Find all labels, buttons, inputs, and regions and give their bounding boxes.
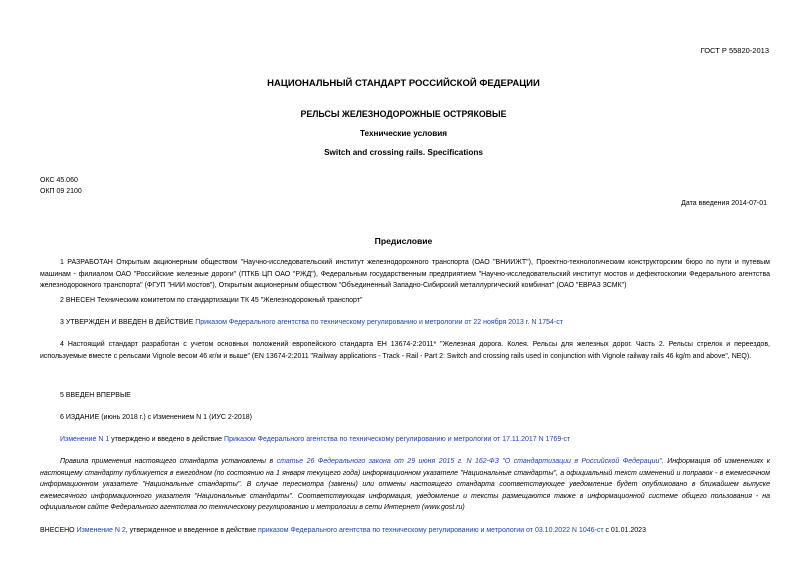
national-standard-heading: НАЦИОНАЛЬНЫЙ СТАНДАРТ РОССИЙСКОЙ ФЕДЕРАЦИИ [267, 78, 540, 89]
rules-text-b: . Информация об изменениях к настоящему стандарту публикуется в ежегодном (по состоянию на 1 января текущего года) информационном указателе "Национальные стандарты", а официальный текст изменений и поправок - в ежемесячном информационном указателе "Национальные стандарты". В случае пересмотра (замены) или отмены настоящего стандарта соответствующее уведомление будет опубликовано в ближайшем выпуске ежемесячного информационного указателя "Национальные стандарты". Соответствующая информация, уведомление и тексты размещаются также в информационной системе общего пользования - на официальном сайте Федерального агентства по техническому регулированию и метрологии в сети Интернет (www.gost.ru) [40, 458, 771, 512]
document-subtitle: Технические условия [359, 129, 448, 138]
amendment-1-text: утверждено и введено в действие [109, 436, 225, 443]
amendment-2-text-b: , утвержденное и введенное в действие [125, 527, 259, 534]
preface-heading: Предисловие [374, 236, 433, 246]
preface-paragraph-2: 2 ВНЕСЕН Техническим комитетом по стандартизации ТК 45 "Железнодорожный транспорт" [60, 297, 363, 304]
p3-text: 3 УТВЕРЖДЕН И ВВЕДЕН В ДЕЙСТВИЕ [60, 319, 196, 326]
order-1754-link[interactable]: Приказом Федерального агентства по техническому регулированию и метрологии от 22 ноября 2013 г. N 1754-ст [195, 319, 563, 326]
amendment-2-text-a: ВНЕСЕНО [40, 527, 77, 534]
preface-paragraph-4: 4 Настоящий стандарт разработан с учетом основных положений европейского стандарта ЕН 13674-2:2011* "Железная дорога. Колея. Рельсы для железных дорог. Часть 2. Рельсы стрелок и переездов, используемые вместе с рельсами Vignole весом 46 кг/м и выше" (EN 13674-2:2011 "Railway applications - Track - Rail - Part 2: Switch and crossing rails used in conjunction with Vignole railway rails 46 kg/m and above", NEQ). [40, 341, 770, 360]
order-1046-link[interactable]: приказом Федерального агентства по техническому регулированию и метрологии от 03.10.2022 N 1046-ст [258, 527, 604, 534]
amendment-2-note [40, 525, 770, 537]
amendment-1-link[interactable]: Изменение N 1 [60, 436, 110, 443]
preface-paragraph-1: 1 РАЗРАБОТАН Открытым акционерным обществом "Научно-исследовательский институт железнодорожного транспорта (ОАО "ВНИИЖТ"), Проектно-технологическим конструкторским бюро по пути и путевым машинам - филиалом ОАО "Российские железные дороги" (ПТКБ ЦП ОАО "РЖД"), Федеральным государственным предприятием "Научно-исследовательский институт мостов и дефектоскопии Федерального агентства железнодорожного транспорта" (ФГУП "НИИ мостов"), Открытым акционерным обществом "Объединенный Западно-Сибирский металлургический комбинат" (ОАО "ЕВРАЗ ЗСМК") [40, 259, 770, 290]
preface-paragraph-6: 6 ИЗДАНИЕ (июнь 2018 г.) с Изменением N 1 (ИУС 2-2018) [60, 414, 252, 421]
amendment-2-link[interactable]: Изменение N 2 [76, 527, 126, 534]
amendment-2-text-c: с 01.01.2023 [603, 527, 646, 534]
amendment-1-note [40, 434, 770, 446]
okp-code: ОКП 09 2100 [40, 188, 82, 195]
federal-law-link[interactable]: статье 26 Федерального закона от 29 июня 2015 г. N 162-ФЗ "О стандартизации в Российской Федерации" [276, 458, 662, 465]
order-1769-link[interactable]: Приказом Федерального агентства по техническому регулированию и метрологии от 17.11.2017 N 1769-ст [224, 436, 571, 443]
english-title: Switch and crossing rails. Specifications [324, 148, 483, 157]
rules-text-a: Правила применения настоящего стандарта установлены в [60, 458, 277, 465]
document-code: ГОСТ Р 55820-2013 [700, 46, 769, 55]
intro-date: Дата введения 2014-07-01 [681, 200, 767, 207]
preface-paragraph-5: 5 ВВЕДЕН ВПЕРВЫЕ [60, 392, 131, 399]
preface-paragraph-3 [40, 317, 770, 329]
document-title: РЕЛЬСЫ ЖЕЛЕЗНОДОРОЖНЫЕ ОСТРЯКОВЫЕ [300, 109, 507, 119]
oks-code: ОКС 45.060 [40, 177, 78, 184]
application-rules-paragraph [40, 456, 770, 514]
